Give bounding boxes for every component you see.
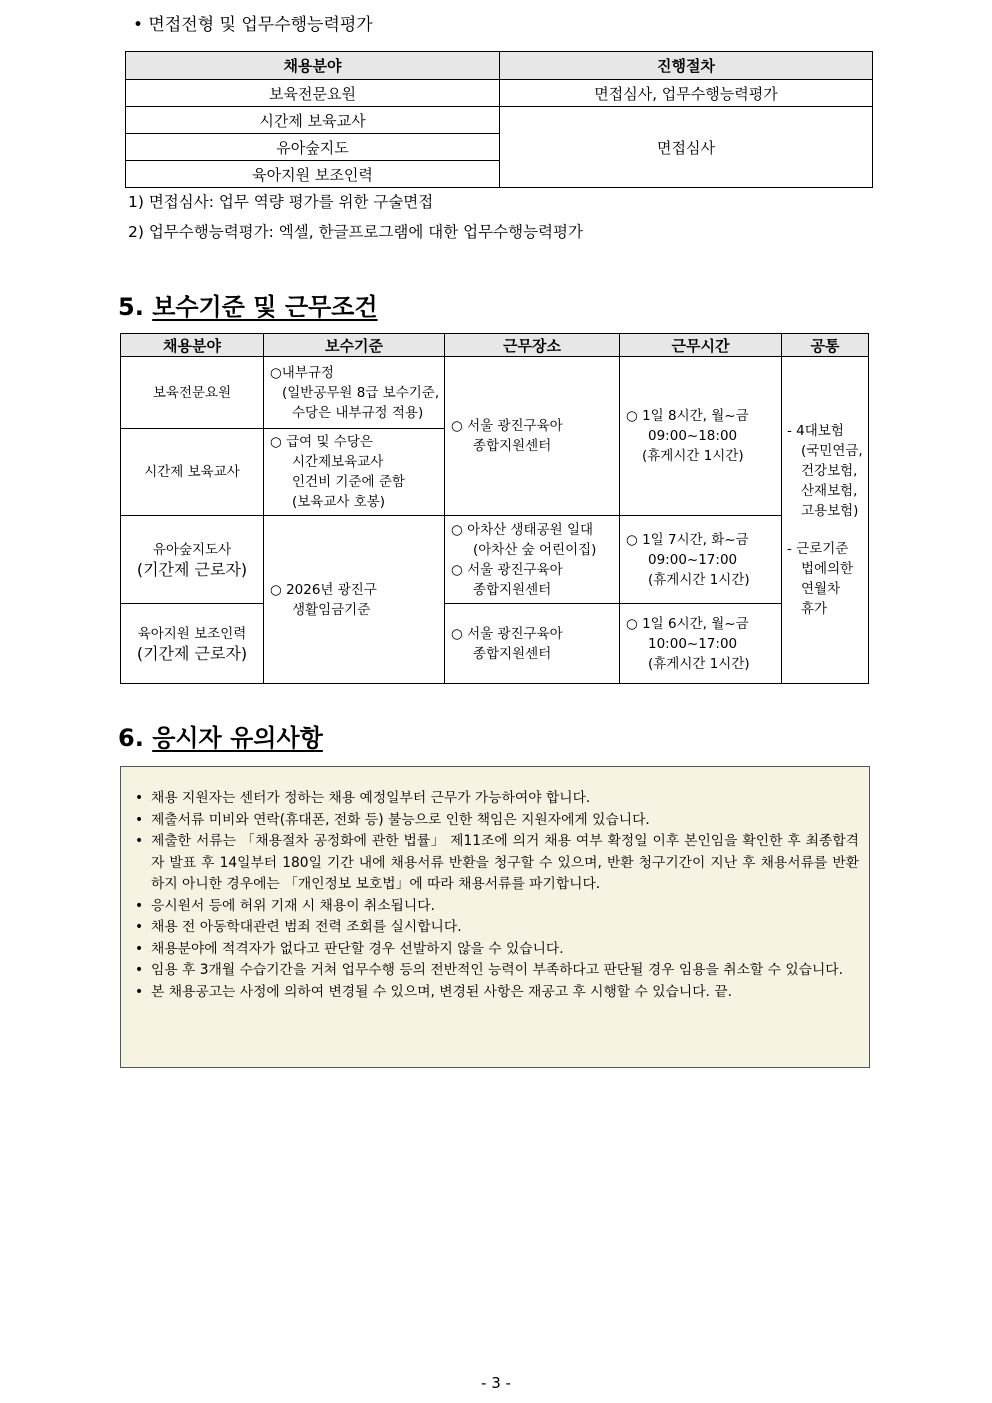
common-line: 고용보험) <box>801 503 859 519</box>
note-2: 2) 업무수행능력평가: 엑셀, 한글프로그램에 대한 업무수행능력평가 <box>128 223 583 241</box>
place-line: (아차산 숲 어린이집) <box>473 541 597 558</box>
common-line: 휴가 <box>801 601 828 617</box>
t2-pay-cell <box>264 357 445 429</box>
t2-header: 근무장소 <box>445 334 620 357</box>
time-line: (휴게시간 1시간) <box>648 655 750 672</box>
t2-time-cell <box>620 357 782 516</box>
t2-place-cell <box>445 516 620 604</box>
t2-pay-cell <box>264 516 445 684</box>
pay-line: 시간제보육교사 <box>292 454 384 470</box>
common-line: 산재보험, <box>801 483 858 499</box>
pay-line: (일반공무원 8급 보수기준, <box>282 384 440 401</box>
section-6-number: 6. <box>118 724 144 752</box>
t2-header: 보수기준 <box>264 334 445 357</box>
t1-field-cell: 보육전문요원 <box>126 80 500 107</box>
section-5-number: 5. <box>118 293 144 321</box>
pay-line: (보육교사 호봉) <box>292 494 386 510</box>
common-line: - 근로기준 <box>787 541 849 557</box>
pay-conditions-table <box>120 333 869 684</box>
t2-place-cell <box>445 604 620 684</box>
t2-header: 근무시간 <box>620 334 782 357</box>
field-name: 육아지원 보조인력 <box>137 625 247 642</box>
t1-field-cell: 시간제 보육교사 <box>126 107 500 134</box>
place-line: 종합지원센터 <box>473 645 552 662</box>
notice-item: • 응시원서 등에 허위 기재 시 채용이 취소됩니다. <box>135 896 859 918</box>
t1-procedure-cell: 면접심사, 업무수행능력평가 <box>500 80 873 107</box>
t2-pay-cell <box>264 429 445 516</box>
place-line: ○ 서울 광진구육아 <box>451 561 563 578</box>
notice-item: • 본 채용공고는 사정에 의하여 변경될 수 있으며, 변경된 사항은 재공고 후 시행할 수 있습니다. 끝. <box>135 982 859 1004</box>
time-line: ○ 1일 8시간, 월~금 <box>626 408 749 424</box>
notice-box <box>120 766 870 1068</box>
time-line: (휴게시간 1시간) <box>648 571 750 588</box>
section-5-heading <box>118 287 378 322</box>
pay-line: ○ 2026년 광진구 <box>270 581 377 598</box>
common-line: 건강보험, <box>801 463 858 479</box>
t2-field-cell <box>121 516 264 604</box>
t2-field-cell: 보육전문요원 <box>121 357 264 429</box>
pay-line: 생활임금기준 <box>292 601 371 618</box>
interview-bullet-heading: • 면접전형 및 업무수행능력평가 <box>133 15 373 35</box>
notice-list <box>121 767 869 1003</box>
t1-field-cell: 유아숲지도 <box>126 134 500 161</box>
t1-header-field: 채용분야 <box>126 52 500 80</box>
interview-table <box>125 51 873 188</box>
time-line: 09:00~17:00 <box>648 551 738 568</box>
t2-field-cell: 시간제 보육교사 <box>121 429 264 516</box>
pay-line: ○ 급여 및 수당은 <box>270 434 373 450</box>
place-line: 종합지원센터 <box>473 438 552 454</box>
place-line: ○ 서울 광진구육아 <box>451 625 563 642</box>
place-line: 종합지원센터 <box>473 581 552 598</box>
common-line: 법에의한 <box>801 561 854 577</box>
time-line: ○ 1일 7시간, 화~금 <box>626 531 749 548</box>
notice-item: • 채용 전 아동학대관련 범죄 전력 조회를 실시합니다. <box>135 917 859 939</box>
common-line: - 4대보험 <box>787 423 844 439</box>
page-number: - 3 - <box>481 1374 511 1392</box>
notice-item: • 채용분야에 적격자가 없다고 판단할 경우 선발하지 않을 수 있습니다. <box>135 939 859 961</box>
t2-field-cell <box>121 604 264 684</box>
pay-line: ○내부규정 <box>270 364 334 381</box>
section-5-title: 보수기준 및 근무조건 <box>152 293 378 321</box>
notice-item: • 제출한 서류는 「채용절차 공정화에 관한 법률」 제11조에 의거 채용 여부 확정일 이후 본인임을 확인한 후 최종합격자 발표 후 14일부터 180일 기간 내에 채용서류 반환을 청구할 수 있으며, 반환 청구기간이 지난 후 채용서류를 반환하지 아니한 경우에는 「개인정보 보호법」에 따라 채용서류를 파기합니다. <box>135 831 859 896</box>
place-line: ○ 서울 광진구육아 <box>451 418 563 434</box>
time-line: ○ 1일 6시간, 월~금 <box>626 615 749 632</box>
section-6-heading <box>118 718 323 753</box>
t2-header: 공통 <box>782 334 869 357</box>
section-6-title: 응시자 유의사항 <box>152 724 323 752</box>
note-1: 1) 면접심사: 업무 역량 평가를 위한 구술면접 <box>128 193 434 211</box>
t2-header: 채용분야 <box>121 334 264 357</box>
t1-field-cell: 육아지원 보조인력 <box>126 161 500 188</box>
notice-item: • 제출서류 미비와 연락(휴대폰, 전화 등) 불능으로 인한 책임은 지원자에게 있습니다. <box>135 810 859 832</box>
time-line: 09:00~18:00 <box>648 428 738 444</box>
t2-common-cell <box>782 357 869 684</box>
field-type: (기간제 근로자) <box>136 559 248 579</box>
field-type: (기간제 근로자) <box>136 643 248 663</box>
t2-time-cell <box>620 604 782 684</box>
pay-line: 수당은 내부규정 적용) <box>292 404 424 421</box>
notice-item: • 임용 후 3개월 수습기간을 거쳐 업무수행 등의 전반적인 능력이 부족하다고 판단될 경우 임용을 취소할 수 있습니다. <box>135 960 859 982</box>
t1-procedure-cell: 면접심사 <box>500 107 873 188</box>
place-line: ○ 아차산 생태공원 일대 <box>451 521 594 538</box>
time-line: (휴게시간 1시간) <box>642 448 744 464</box>
t2-place-cell <box>445 357 620 516</box>
field-name: 유아숲지도사 <box>152 541 232 558</box>
t1-header-procedure: 진행절차 <box>500 52 873 80</box>
common-line: 연월차 <box>801 581 841 597</box>
t2-time-cell <box>620 516 782 604</box>
pay-line: 인건비 기준에 준함 <box>292 474 405 490</box>
notice-item: • 채용 지원자는 센터가 정하는 채용 예정일부터 근무가 가능하여야 합니다. <box>135 788 859 810</box>
common-line: (국민연금, <box>801 443 863 459</box>
time-line: 10:00~17:00 <box>648 635 738 652</box>
